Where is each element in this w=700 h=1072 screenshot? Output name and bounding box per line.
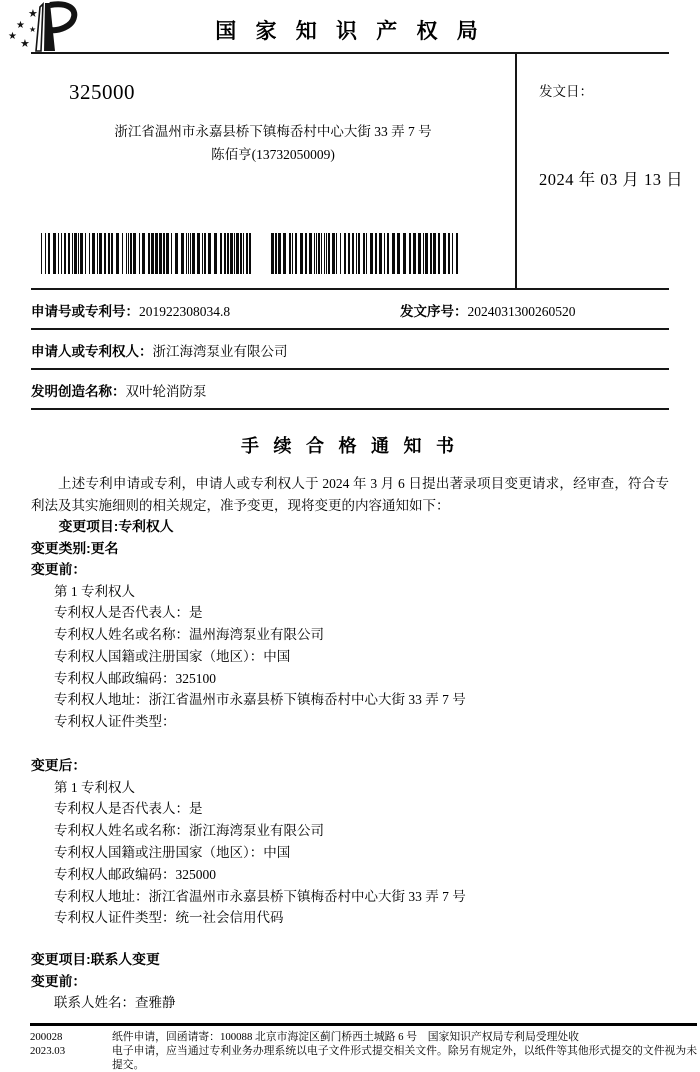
applicant-label: 申请人或专利权人：: [31, 344, 153, 359]
change-item-2: 变更项目:联系人变更: [31, 952, 160, 968]
detail-line: 专利权人国籍或注册国家（地区）：中国: [54, 648, 291, 664]
dispatch-no-value: 2024031300260520: [467, 304, 576, 319]
detail-line: 专利权人姓名或名称：温州海湾泵业有限公司: [54, 627, 324, 643]
recipient-postal-code: 325000: [69, 80, 135, 104]
after-label: 变更后：: [31, 758, 87, 774]
application-no-label: 申请号或专利号：: [31, 304, 139, 319]
field-row-invention: [31, 370, 669, 410]
contact-name-line: 联系人姓名：查雅静: [54, 995, 176, 1011]
svg-text:★: ★: [16, 20, 25, 31]
before-details-list: [31, 581, 669, 734]
field-row-application: [31, 290, 669, 330]
svg-text:★: ★: [20, 37, 30, 50]
detail-line: 专利权人邮政编码：325000: [54, 866, 216, 882]
detail-line: 专利权人邮政编码：325100: [54, 670, 216, 686]
document-footer: [30, 1023, 697, 1072]
cnipa-logo-icon: [6, 1, 84, 53]
change-type: 变更类别:更名: [31, 540, 119, 556]
change-item-1: 变更项目:专利权人: [58, 519, 174, 534]
detail-line: 专利权人地址：浙江省温州市永嘉县桥下镇梅岙村中心大街 33 弄 7 号: [54, 888, 466, 904]
invention-label: 发明创造名称：: [31, 384, 126, 399]
barcode-right: [271, 233, 461, 274]
dispatch-no-label: 发文序号：: [400, 304, 468, 319]
detail-line: 专利权人证件类型：统一社会信用代码: [54, 910, 284, 926]
issue-date-cell: [515, 54, 684, 288]
recipient-contact: 陈佰亨(13732050009): [211, 147, 335, 162]
recipient-address: 浙江省温州市永嘉县桥下镇梅岙村中心大街 33 弄 7 号: [114, 124, 432, 139]
detail-line: 专利权人是否代表人：是: [54, 605, 203, 621]
detail-line: 第 1 专利权人: [54, 583, 135, 599]
document-header: [0, 0, 700, 52]
svg-text:★: ★: [28, 7, 38, 20]
detail-line: 专利权人是否代表人：是: [54, 801, 203, 817]
detail-line: 专利权人姓名或名称：浙江海湾泵业有限公司: [54, 823, 324, 839]
barcode-left: [41, 233, 253, 274]
notice-title: 手 续 合 格 通 知 书: [241, 436, 459, 456]
footer-form-number: 200028: [30, 1031, 63, 1043]
svg-text:★: ★: [29, 25, 37, 34]
before-label-1: 变更前：: [31, 562, 87, 577]
footer-note-paper: 纸件申请，回函请寄：100088 北京市海淀区蓟门桥西土城路 6 号 国家知识产权局专利局受理处收: [112, 1031, 579, 1043]
issue-date-label: 发文日：: [539, 84, 593, 99]
footer-form-info: [30, 1031, 112, 1072]
notice-paragraph: 上述专利申请或专利，申请人或专利权人于 2024 年 3 月 6 日提出著录项目变更请求，经审查，符合专利法及其实施细则的相关规定，准予变更，现将变更的内容通知如下：: [31, 476, 669, 513]
detail-line: 第 1 专利权人: [54, 779, 135, 795]
before-label-2: 变更前：: [31, 973, 87, 989]
issue-date-value: 2024 年 03 月 13 日: [539, 170, 684, 189]
field-row-applicant: [31, 330, 669, 370]
agency-title: 国 家 知 识 产 权 局: [215, 19, 485, 43]
footer-notes: [112, 1031, 697, 1072]
mailing-box: [31, 54, 684, 290]
footer-form-date: 2023.03: [30, 1044, 66, 1057]
after-details-list: [31, 777, 669, 930]
svg-text:★: ★: [8, 31, 17, 42]
mailing-recipient-area: [31, 54, 515, 288]
detail-line: 专利权人证件类型：: [54, 714, 176, 730]
applicant-value: 浙江海湾泵业有限公司: [152, 344, 288, 359]
detail-line: 专利权人地址：浙江省温州市永嘉县桥下镇梅岙村中心大街 33 弄 7 号: [54, 692, 466, 708]
application-no-value: 201922308034.8: [139, 304, 231, 319]
detail-line: 专利权人国籍或注册国家（地区）：中国: [54, 844, 291, 860]
footer-note-electronic: 电子申请，应当通过专利业务办理系统以电子文件形式提交相关文件。除另有规定外，以纸件等其他形式提交的文件视为未提交。: [112, 1044, 697, 1071]
invention-value: 双叶轮消防泵: [125, 384, 207, 399]
